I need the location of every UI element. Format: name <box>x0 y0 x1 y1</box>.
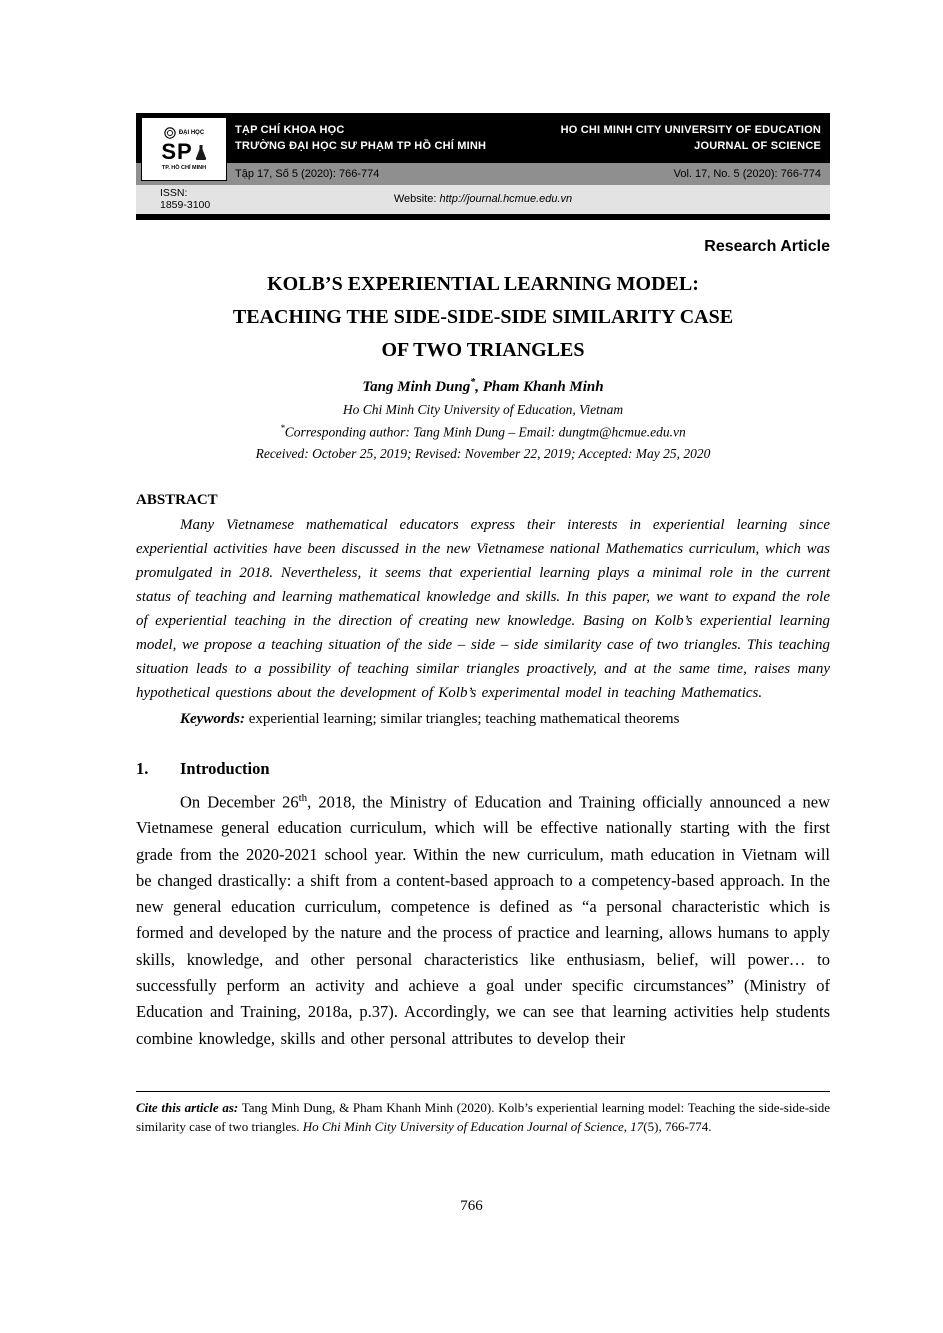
author-2: , Pham Khanh Minh <box>475 379 604 395</box>
page-number: 766 <box>460 1198 483 1214</box>
citation-footer <box>136 1091 830 1136</box>
ordinal-superscript: th <box>298 791 308 804</box>
university-name-vi: TRƯỜNG ĐẠI HỌC SƯ PHẠM TP HỒ CHÍ MINH <box>235 140 487 152</box>
issue-info-en: Vol. 17, No. 5 (2020): 766-774 <box>673 168 821 180</box>
article-history-line: Received: October 25, 2019; Revised: November 22, 2019; Accepted: May 25, 2020 <box>255 445 711 461</box>
affiliation-line: Ho Chi Minh City University of Education, Vietnam <box>342 402 624 417</box>
issn-label: ISSN: <box>160 187 188 199</box>
logo-text-city: TP. HỒ CHÍ MINH <box>161 165 207 171</box>
university-name-en: HO CHI MINH CITY UNIVERSITY OF EDUCATION <box>560 124 821 136</box>
keywords-label: Keywords: <box>180 710 245 727</box>
journal-name-english <box>561 122 821 154</box>
cite-label: Cite this article as: <box>136 1100 239 1115</box>
footnote-rule <box>136 1091 830 1092</box>
article-type-label: Research Article <box>704 238 830 255</box>
corresponding-author-marker: * <box>470 377 476 388</box>
website-url: http://journal.hcmue.edu.vn <box>439 193 573 205</box>
article-title <box>136 268 830 367</box>
title-line-1: KOLB’S EXPERIENTIAL LEARNING MODEL: <box>267 273 699 295</box>
author-1: Tang Minh Dung <box>362 379 471 395</box>
issn-block <box>160 187 210 211</box>
logo-top-row <box>164 127 204 139</box>
section-heading-introduction <box>136 759 830 779</box>
corresponding-author-line <box>136 423 830 441</box>
intro-text-b: , 2018, the Ministry of Education and Training officially announced a new Vietnamese general education curriculum, which will be effective nationally starting with the first grade from the 2020-2021 school year. Within the new curriculum, math education in Vietnam will be changed drastically: a shift from a content-based approach to a competency-based approach. In the new general education curriculum, competence is defined as “a personal characteristic which is formed and developed by the nature and the process of practice and learning, allows humans to apply skills, knowledge, and other personal characteristics like enthusiasm, belief, will power… to successfully perform an activity and achieve a goal under specific circumstances” (Ministry of Education and Training, 2018a, p.37). Accordingly, we can see that learning activities help students combine knowledge, skills and other personal attributes to develop their <box>136 792 830 1048</box>
corresponding-star: * <box>280 423 285 433</box>
issn-value: 1859-3100 <box>160 199 211 211</box>
keywords-text: experiential learning; similar triangles; teaching mathematical theorems <box>245 710 680 727</box>
header-bottom-rule <box>136 214 830 220</box>
section-title: Introduction <box>180 758 270 778</box>
corresponding-text: Corresponding author: Tang Minh Dung – Email: dungtm@hcmue.edu.vn <box>284 424 686 440</box>
flask-icon <box>195 144 207 161</box>
journal-title-vi: TẠP CHÍ KHOA HỌC <box>235 124 345 136</box>
title-line-3: OF TWO TRIANGLES <box>381 339 585 361</box>
header-top-band <box>136 113 830 171</box>
cite-paragraph <box>136 1098 830 1136</box>
logo-text-dai-hoc: ĐẠI HỌC <box>178 130 205 136</box>
abstract-heading: ABSTRACT <box>136 491 218 508</box>
keywords-line <box>136 707 830 731</box>
issue-info-band <box>136 163 830 185</box>
title-line-2: TEACHING THE SIDE-SIDE-SIDE SIMILARITY CASE <box>232 306 734 328</box>
authors-line <box>136 377 830 396</box>
cite-journal-name: Ho Chi Minh City University of Education Journal of Science, 17 <box>302 1119 644 1134</box>
gear-icon <box>164 127 176 139</box>
journal-name-vietnamese <box>235 122 486 154</box>
logo-sp-monogram: SP <box>161 139 193 164</box>
journal-title-en: JOURNAL OF SCIENCE <box>694 140 821 152</box>
university-logo <box>141 117 227 181</box>
issn-website-band <box>136 185 830 214</box>
logo-middle-row <box>161 139 206 165</box>
intro-text-a: On December 26 <box>180 792 299 811</box>
cite-issue-pages: (5), 766-774. <box>643 1119 712 1134</box>
issue-info-vi: Tập 17, Số 5 (2020): 766-774 <box>235 168 380 180</box>
section-number: 1. <box>136 758 149 778</box>
website-label: Website: <box>393 193 437 205</box>
abstract-paragraph: Many Vietnamese mathematical educators express their interests in experiential learning since experiential activities have been discussed in the new Vietnamese national Mathematics curriculum, which was promulgated in 2018. Nevertheless, it seems that experiential learning plays a minimal role in the current status of teaching and learning mathematical knowledge and skills. In this paper, we want to expand the role of experiential teaching in the direction of creating new knowledge. Basing on Kolb’s experiential learning model, we propose a teaching situation of the side – side – side similarity case of two triangles. This teaching situation leads to a possibility of teaching similar triangles proactively, and at the same time, raises many hypothetical questions about the development of Kolb’s experimental model in teaching Mathematics. <box>136 516 830 701</box>
introduction-paragraph <box>136 785 830 1052</box>
website-block <box>136 185 830 214</box>
cite-text: Tang Minh Dung, & Pham Khanh Minh (2020). Kolb’s experiential learning model: Teaching the side-side-side similarity case of two triangles. <box>136 1100 831 1134</box>
journal-header <box>136 113 830 220</box>
